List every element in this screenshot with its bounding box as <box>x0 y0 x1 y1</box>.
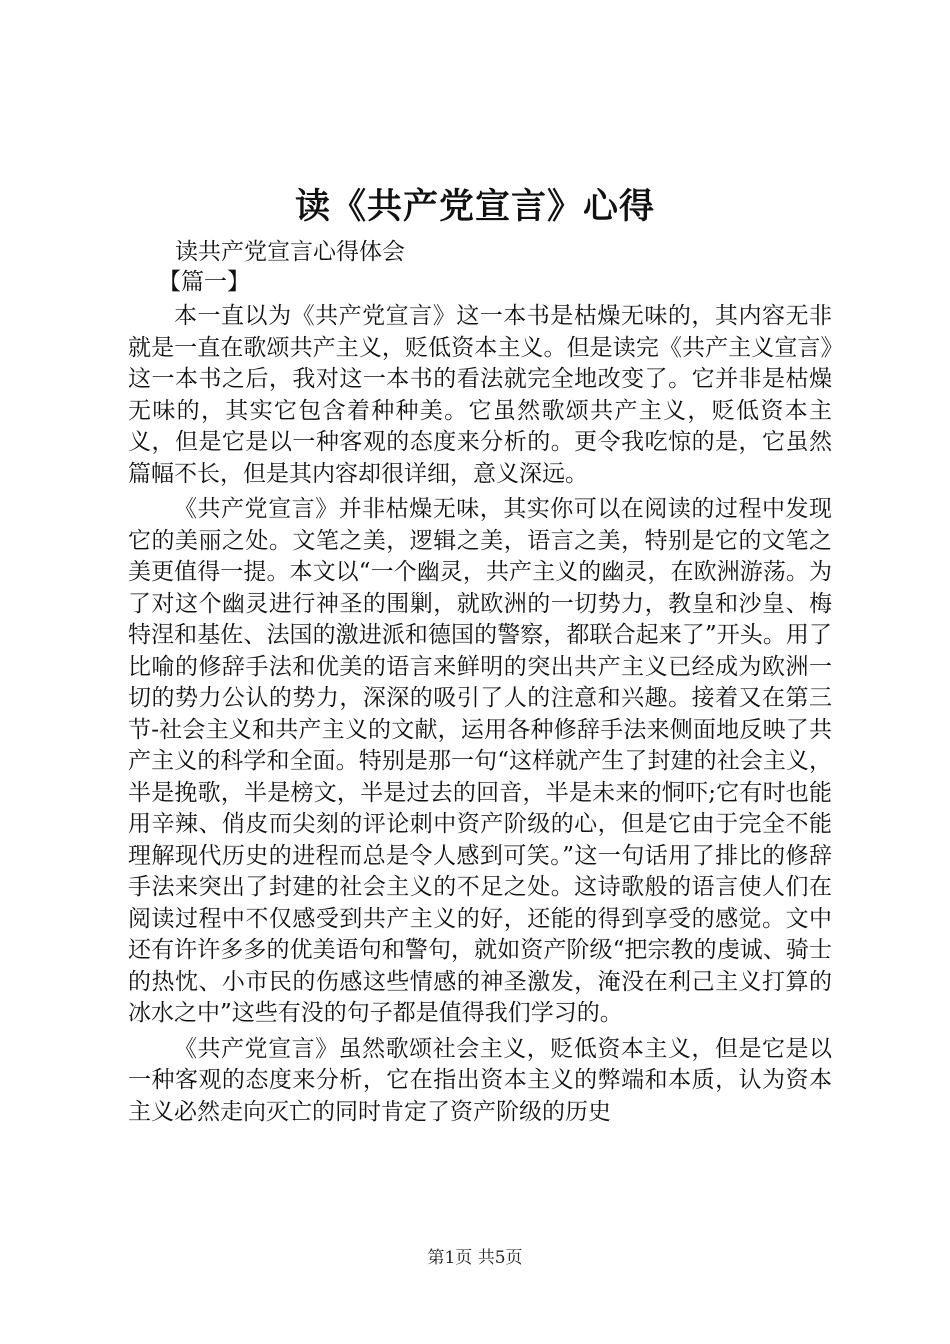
document-subtitle: 读共产党宣言心得体会 <box>175 239 405 265</box>
document-body <box>128 301 832 1132</box>
page-footer: 第1页 共5页 <box>427 1248 523 1268</box>
document-title: 读《共产党宣言》心得 <box>294 186 655 227</box>
paragraph: 本一直以为《共产党宣言》这一本书是枯燥无味的，其内容无非就是一直在歌颂共产主义，贬低资本主义。但是读完《共产主义宣言》这一本书之后，我对这一本书的看法就完全地改变了。它并非是枯燥无味的，其实它包含着种种美。它虽然歌颂共产主义，贬低资本主义，但是它是以一种客观的态度来分析的。更令我吃惊的是，它虽然篇幅不长，但是其内容却很详细，意义深远。 <box>128 303 832 487</box>
paragraph: 《共产党宣言》虽然歌颂社会主义，贬低资本主义，但是它是以一种客观的态度来分析，它在指出资本主义的弊端和本质，认为资本主义必然走向灭亡的同时肯定了资产阶级的历史 <box>128 1035 832 1125</box>
section-label: 【篇一】 <box>158 269 250 295</box>
paragraph: 《共产党宣言》并非枯燥无味，其实你可以在阅读的过程中发现它的美丽之处。文笔之美，逻辑之美，语言之美，特别是它的文笔之美更值得一提。本文以“一个幽灵，共产主义的幽灵，在欧洲游荡。为了对这个幽灵进行神圣的围剿，就欧洲的一切势力，教皇和沙皇、梅特涅和基佐、法国的激进派和德国的警察，都联合起来了”开头。用了比喻的修辞手法和优美的语言来鲜明的突出共产主义已经成为欧洲一切的势力公认的势力，深深的吸引了人的注意和兴趣。接着又在第三节-社会主义和共产主义的文献，运用各种修辞手法来侧面地反映了共产主义的科学和全面。特别是那一句“这样就产生了封建的社会主义，半是挽歌，半是榜文，半是过去的回音，半是未来的恫吓;它有时也能用辛辣、俏皮而尖刻的评论刺中资产阶级的心，但是它由于完全不能理解现代历史的进程而总是令人感到可笑。”这一句话用了排比的修辞手法来突出了封建的社会主义的不足之处。这诗歌般的语言使人们在阅读过程中不仅感受到共产主义的好，还能的得到享受的感觉。文中还有许许多多的优美语句和警句，就如资产阶级“把宗教的虔诚、骑士的热忱、小市民的伤感这些情感的神圣激发，淹没在利己主义打算的冰水之中”这些有没的句子都是值得我们学习的。 <box>128 496 832 1026</box>
